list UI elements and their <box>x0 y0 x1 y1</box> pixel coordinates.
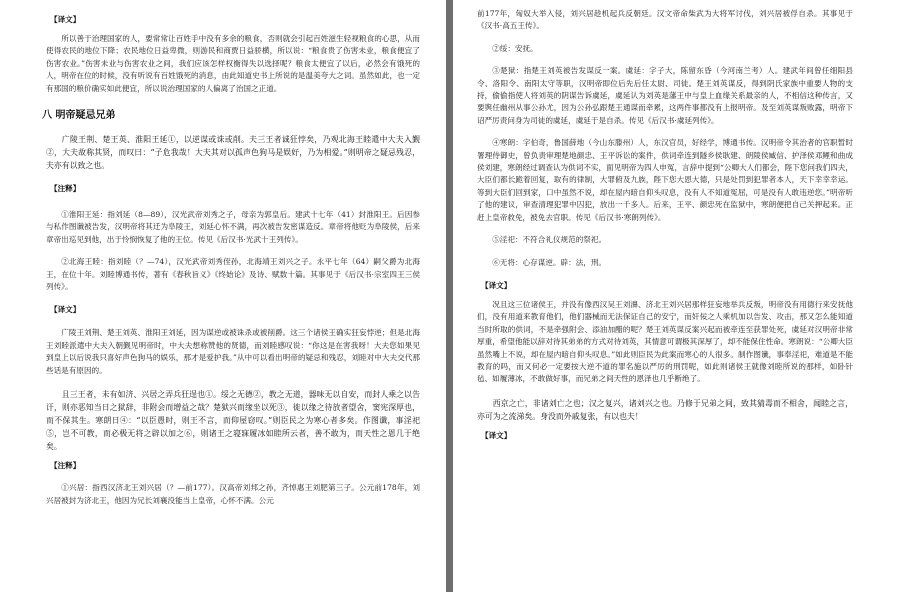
translation-label: 【译文】 <box>481 430 512 440</box>
footnote: ①兴居：指西汉济北王刘兴居（？—前177）。汉高帝刘邦之孙，齐悼惠王刘肥第三子。公元前178年，刘兴居被封为济北王，他因为兄长刘襄没能当上皇帝，心怀不满。公元 <box>46 483 420 505</box>
translation-paragraph: 广陵王刘荆、楚王刘英、淮阳王刘延，因为谋逆或被诛杀或被削爵。这三个诸侯王确实狂妄悖逆；但是北海王刘睦派遣中大夫入朝觐见明帝时，中大夫想称赞他的贤德，而刘睦感叹说：“你这是在害我呀！大夫您如果见到皇上以后说我只喜好声色狗马的娱乐，那才是爱护我。”从中可以看出明帝的疑忌和残忍，刘睦对中大夫交代那些话是有原因的。 <box>46 328 420 375</box>
footnote: ①淮阳王延：指刘延（8—89），汉光武帝刘秀之子，母亲为郭皇后。建武十七年（41）封淮阳王。后因参与私作图谶被告发，汉明帝将其迁为阜陵王，刘延心怀不满，再次被告发密谋造反。章帝将他贬为阜陵侯，后来章帝出巡见到他，出于怜悯恢复了他的王位。传见《后汉书·光武十王列传》。 <box>46 210 420 244</box>
footnote: ②绥：安抚。 <box>492 43 538 53</box>
footnote: ②北海王睦：指刘睦（？—74），汉光武帝刘秀侄孙，北海靖王刘兴之子。永平七年（64）嗣父爵为北海王，在位十年。刘睦博通书传，著有《春秋旨义》《终始论》及诗、赋数十篇。其事见于《后汉书·宗室四王三侯列传》。 <box>46 257 420 292</box>
footnote: ④寒朗：字伯奇，鲁国薛地（今山东滕州）人，东汉官员，好经学，博通书传。汉明帝令其治者的官职暂时署理侍御史，曾负责审理楚地颜忠、王平诉讼的案件，供词牵连到隧乡侯耿建、朗陵侯臧信、护泽侯邓鲤和曲成侯刘建，寒朗经过调查认为供词不实，面见明帝为四人申冤，言辞中提到“公卿大人们都会，陛下您问我们四夫，大臣们都长跪着回复，取有的律制，大罪俯及九族，陛下您大恩大德，只是处罚到犯罪者本人，天下幸幸幸运。等到大臣们回到家，口中虽然不说，却在屋内暗自仰头叹息，没有人不知道冤屈，可是没有人敢违逆您。”明帝听了他的建议，审查清理犯罪中囚犯，放出一千多人。后来，王平、颜忠死在监狱中，寒朗便把自己关押起来。正赶上皇帝救免，被免去官职。传见《后汉书·寒朗列传》。 <box>477 138 853 222</box>
footnote-continuation: 前177年，匈奴大举入侵，刘兴居趁机起兵反朝廷。汉文帝命柴武为大将军讨伐，刘兴居被俘自杀。其事见于《汉书·高五王传》。 <box>477 9 853 31</box>
translation-label: 【译文】 <box>50 15 81 24</box>
original-text-paragraph: 且三王者，未有如济、兴居之弄兵狂逞也①。绥之无德②，教之无道，器味无以自安，而封人乘之以告讦，则亦恶知当日之狱辞，非附会而增益之哉？楚狱兴而缘坐以死③，徙以缘之待放者望舍，窦宪深厚也，而不保其生。寒朗日④：“以臣愚时，则王不言，而仰屋窃叹。”则臣民之为寒心者多矣。作图谶，事淫祀⑤，岂不可教，而必极无将之辟以加之⑥，则诸王之寝寐履冰如睦所云者，善不敢为，而天性之恩几于绝矣。 <box>46 390 420 452</box>
translation-label: 【译文】 <box>50 305 81 315</box>
footnote: ③楚狱：指楚王刘英被告发谋反一案。虞延：字子大，陈留东昏（今河南兰考）人。建武年间曾任细阳县令、洛阳令、南阳太守等职，汉明帝即位后先后任太尉、司徒。楚王刘英谋反，得到阴氏家族中重要人物的支持，偷偷指使人将刘英的阴谋告诉虞延，虞延认为刘英是藩王中与皇上血缘关系最亲的人，不相信这种传言，又要舆任幽州从事公孙尤，因为公孙弘跟楚王通谋而牵累，这两件事都没有上报明帝。及至刘英谋叛败露，明帝下诏严厉责问身为司徒的虞延，虞延于是自杀。传见《后汉书·虞延列传》。 <box>477 66 853 125</box>
translation-label: 【译文】 <box>481 280 512 290</box>
original-text-paragraph: 广陵王荆、楚王英、淮阳王延①，以逆谋或诛或削。夫三王者诚狂悖矣，乃观北海王睦遣中大夫入觐②，大夫故称其贤，而叹曰：“子危我哉！大夫其对以孤声色狗马是娱好，乃为相爱。”则明帝之疑忌残忍，夫亦有以致之也。 <box>46 135 420 171</box>
original-text-paragraph: 西京之亡，非诸刘亡之也；汉之复兴，诸刘兴之也。乃修于兄弟之间，致其猜毒而不相舍，闻睦之言，亦可为之流涕矣。身没而外戚复张，有以也夫！ <box>477 398 853 421</box>
footnote: ⑤淫祀：不符合礼仪规范的祭祀。 <box>492 235 607 245</box>
left-page <box>0 0 446 592</box>
page-gutter <box>446 0 453 592</box>
notes-label: 【注释】 <box>50 461 81 471</box>
notes-label: 【注释】 <box>50 184 81 194</box>
right-page <box>453 0 899 592</box>
translation-paragraph: 况且这三位诸侯王，并没有像西汉吴王刘濞、济北王刘兴居那样狂妄地举兵反叛，明帝没有用德行来安抚他们，没有用道来教育他们，他们器械而无法保证自己的安宁，而奸佞之人乘机加以告发、攻击，那又怎么能知道当时所取的供词，不是牵强附会、添油加醋的呢？楚王刘英谋反案兴起而被牵连至获罪处死，虞延对汉明帝非常厚重，希望他能以辞对待其弟弟的方式对待刘英，其情意可谓极其深厚了，却不能保住性命。寒朗说：“公卿大臣虽然嘴上不说，却在屋内暗自仰头叹息。”如此则臣民为此案而寒心的人很多。制作图谶，事奉淫祀，难道是不能教育的吗，而又何必一定要按大逆不道的罪名施以严厉的刑罚呢，如此则诸侯王就像刘睦所说的那样，如卧针毡、如履薄冰，不敢做好事，而兄弟之间天性的恩泽也几乎断绝了。 <box>477 299 853 384</box>
section-heading: 八 明帝疑忌兄弟 <box>42 110 116 122</box>
translation-paragraph: 所以善于治理国家的人，要常常让百姓手中没有多余的粮食，否则就会引起百姓滋生轻视粮食的心思，从而使得农民的地位下降；农民地位日益卑微，则游民和商贾日益骄横，所以说：“粮食贵了伤害未业，粮食便宜了伤害农业。”伤害未业与伤害农业之间，我们应该怎样权衡得失以选择呢？粮食太便宜了以后，必然会有饿死的人，明帝在位的时候，没有听说有百姓饿死的消息，由此知道史书上所说的是温美夸大之词。虽然如此，也一定有那国的粮价确实如此便宜，所以说治理国家的人偏离了治国之正道。 <box>46 34 420 93</box>
footnote: ⑥无将：心存谋逆。辟：法，刑。 <box>492 257 607 267</box>
